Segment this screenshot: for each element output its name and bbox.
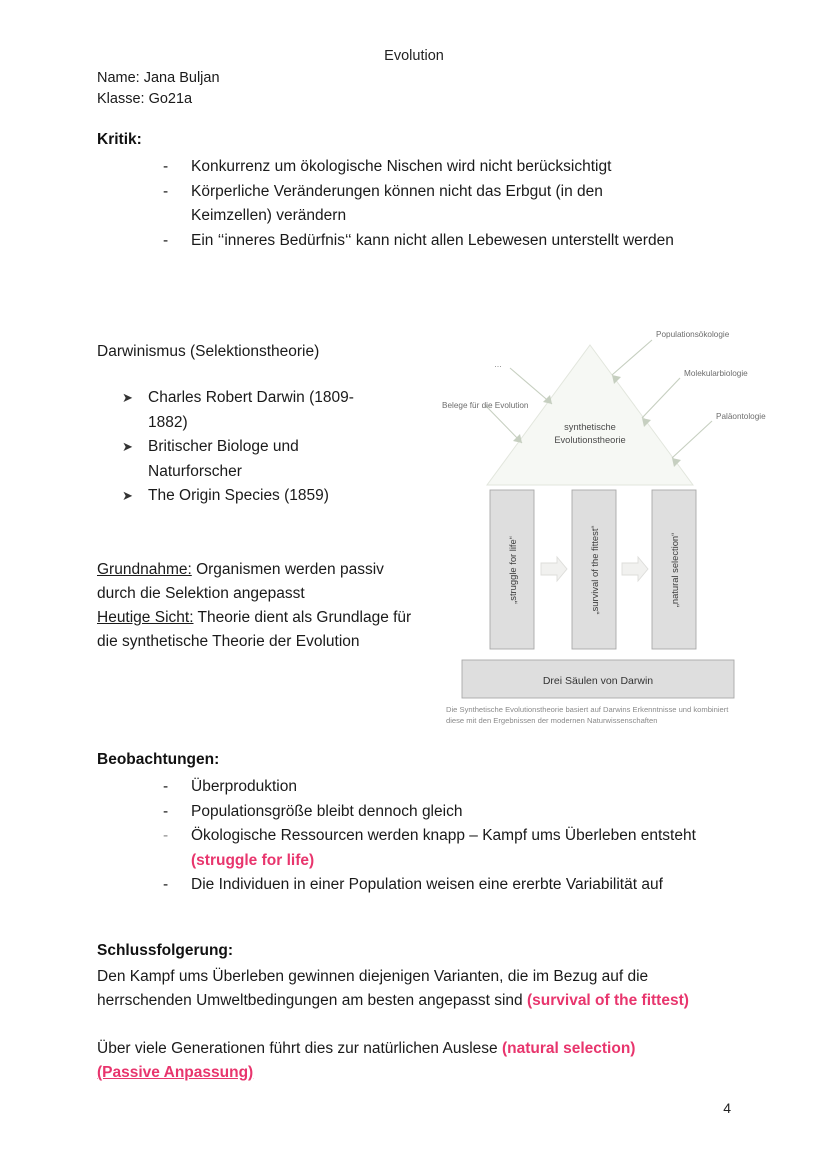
list-item <box>163 824 763 873</box>
dash-bullet-icon: - <box>163 231 169 249</box>
figure-label-belege: Belege für die Evolution <box>442 401 529 410</box>
synthetic-evolution-theory-figure <box>440 318 770 730</box>
beobachtung-item-text: Ökologische Ressourcen werden knapp – Kampf ums Überleben entsteht <box>191 827 696 844</box>
figure-label-molekular: Molekularbiologie <box>684 369 748 378</box>
list-item <box>122 386 422 435</box>
base-bar-label: Drei Säulen von Darwin <box>542 675 654 687</box>
beobachtung-item-accent: (struggle for life) <box>191 851 315 869</box>
figure-label-palaeo: Paläontologie <box>716 412 766 421</box>
schlussfolgerung-p1-text: Den Kampf ums Überleben gewinnen diejenigen Varianten, die im Bezug auf die herrschenden Umweltbedingungen am besten angepasst sind <box>97 968 649 1009</box>
arrow-bullet-icon: ➤ <box>122 488 133 503</box>
darwinismus-heading: Darwinismus (Selektionstheorie) <box>97 343 320 360</box>
figure-svg <box>440 318 770 718</box>
beobachtung-item-text: Die Individuen in einer Population weisen eine ererbte Variabilität auf <box>191 876 663 893</box>
heutige-sicht-label: Heutige Sicht: <box>97 609 194 626</box>
list-item <box>122 484 422 509</box>
grundnahme-label: Grundnahme: <box>97 561 192 578</box>
dash-bullet-icon: - <box>163 778 169 795</box>
figure-caption-line1: Die Synthetische Evolutionstheorie basiert auf Darwins Erkenntnisse und kombiniert <box>446 705 729 714</box>
kritik-list <box>163 155 763 253</box>
block-arrow-1-icon <box>541 557 567 581</box>
kritik-item-text: Ein ‘‘inneres Bedürfnis‘‘ kann nicht allen Lebewesen unterstellt werden <box>191 231 674 249</box>
arrow-palaeo <box>672 421 712 458</box>
darwinismus-list <box>122 386 422 509</box>
pillar-2-label: „survival of the fittest“ <box>589 525 600 615</box>
grundnahme-text: Organismen werden passiv durch die Selektion angepasst <box>97 561 384 602</box>
list-item <box>163 229 763 254</box>
beobachtungen-heading: Beobachtungen: <box>97 751 220 768</box>
dash-bullet-icon: - <box>163 182 169 200</box>
kritik-heading: Kritik: <box>97 131 142 148</box>
pillar-3-label: „natural selection“ <box>669 532 680 608</box>
document-header-title: Evolution <box>384 48 444 64</box>
schlussfolgerung-p1-accent: (survival of the fittest) <box>526 992 689 1009</box>
list-item <box>122 435 422 484</box>
list-item <box>163 800 763 825</box>
darwinismus-item-text: Britischer Biologe und Naturforscher <box>148 438 299 480</box>
kritik-item-text: Konkurrenz um ökologische Nischen wird nicht berücksichtigt <box>191 158 612 175</box>
figure-label-ellipsis: ... <box>494 359 502 369</box>
block-arrow-2-icon <box>622 557 648 581</box>
figure-caption <box>446 704 768 726</box>
beobachtung-item-text: Überproduktion <box>191 778 297 795</box>
schlussfolgerung-paragraph-1 <box>97 965 737 1013</box>
schlussfolgerung-p2-accent: (natural selection) <box>501 1040 636 1057</box>
kritik-item-text: Körperliche Veränderungen können nicht das Erbgut (in den Keimzellen) verändern <box>191 182 603 224</box>
list-item <box>163 873 763 898</box>
list-item <box>163 155 763 180</box>
heutige-sicht-text: Theorie dient als Grundlage für die synthetische Theorie der Evolution <box>97 609 412 650</box>
dash-bullet-icon: - <box>163 876 169 893</box>
schlussfolgerung-paragraph-3 <box>97 1061 497 1085</box>
dash-bullet-icon: - <box>163 158 169 175</box>
student-meta-block <box>97 68 220 110</box>
triangle-shape <box>487 345 693 485</box>
grundnahme-paragraph <box>97 558 417 606</box>
triangle-label-line1: synthetische <box>564 422 616 432</box>
arrow-bullet-icon: ➤ <box>122 390 133 405</box>
schlussfolgerung-p3-accent: (Passive Anpassung) <box>97 1064 254 1081</box>
schlussfolgerung-paragraph-2 <box>97 1037 757 1061</box>
figure-label-populations: Populationsökologie <box>656 330 730 339</box>
schlussfolgerung-p2-text: Über viele Generationen führt dies zur natürlichen Auslese <box>97 1040 502 1057</box>
list-item <box>163 180 763 229</box>
figure-caption-line2: diese mit den Ergebnissen der modernen Naturwissenschaften <box>446 716 658 725</box>
beobachtung-item-row <box>191 824 706 873</box>
arrow-bullet-icon: ➤ <box>122 439 133 454</box>
dash-bullet-icon: - <box>163 827 169 844</box>
darwinismus-item-text: The Origin Species (1859) <box>148 487 329 504</box>
heutige-sicht-paragraph <box>97 606 417 654</box>
pillar-1-label: „struggle for life“ <box>507 536 518 604</box>
beobachtungen-list <box>163 775 763 898</box>
arrow-ellipsis <box>510 368 552 404</box>
dash-bullet-icon: - <box>163 802 169 820</box>
student-name-line: Name: Jana Buljan <box>97 70 220 86</box>
student-class-line: Klasse: Go21a <box>97 91 193 107</box>
arrow-populations <box>612 340 652 375</box>
schlussfolgerung-heading: Schlussfolgerung: <box>97 942 234 959</box>
arrow-belege <box>485 405 522 443</box>
triangle-label-line2: Evolutionstheorie <box>554 435 626 445</box>
beobachtung-item-text: Populationsgröße bleibt dennoch gleich <box>191 802 463 820</box>
arrow-molekular <box>642 378 680 418</box>
page-number: 4 <box>723 1100 731 1116</box>
list-item <box>163 775 763 800</box>
darwinismus-item-text: Charles Robert Darwin (1809-1882) <box>148 389 354 431</box>
